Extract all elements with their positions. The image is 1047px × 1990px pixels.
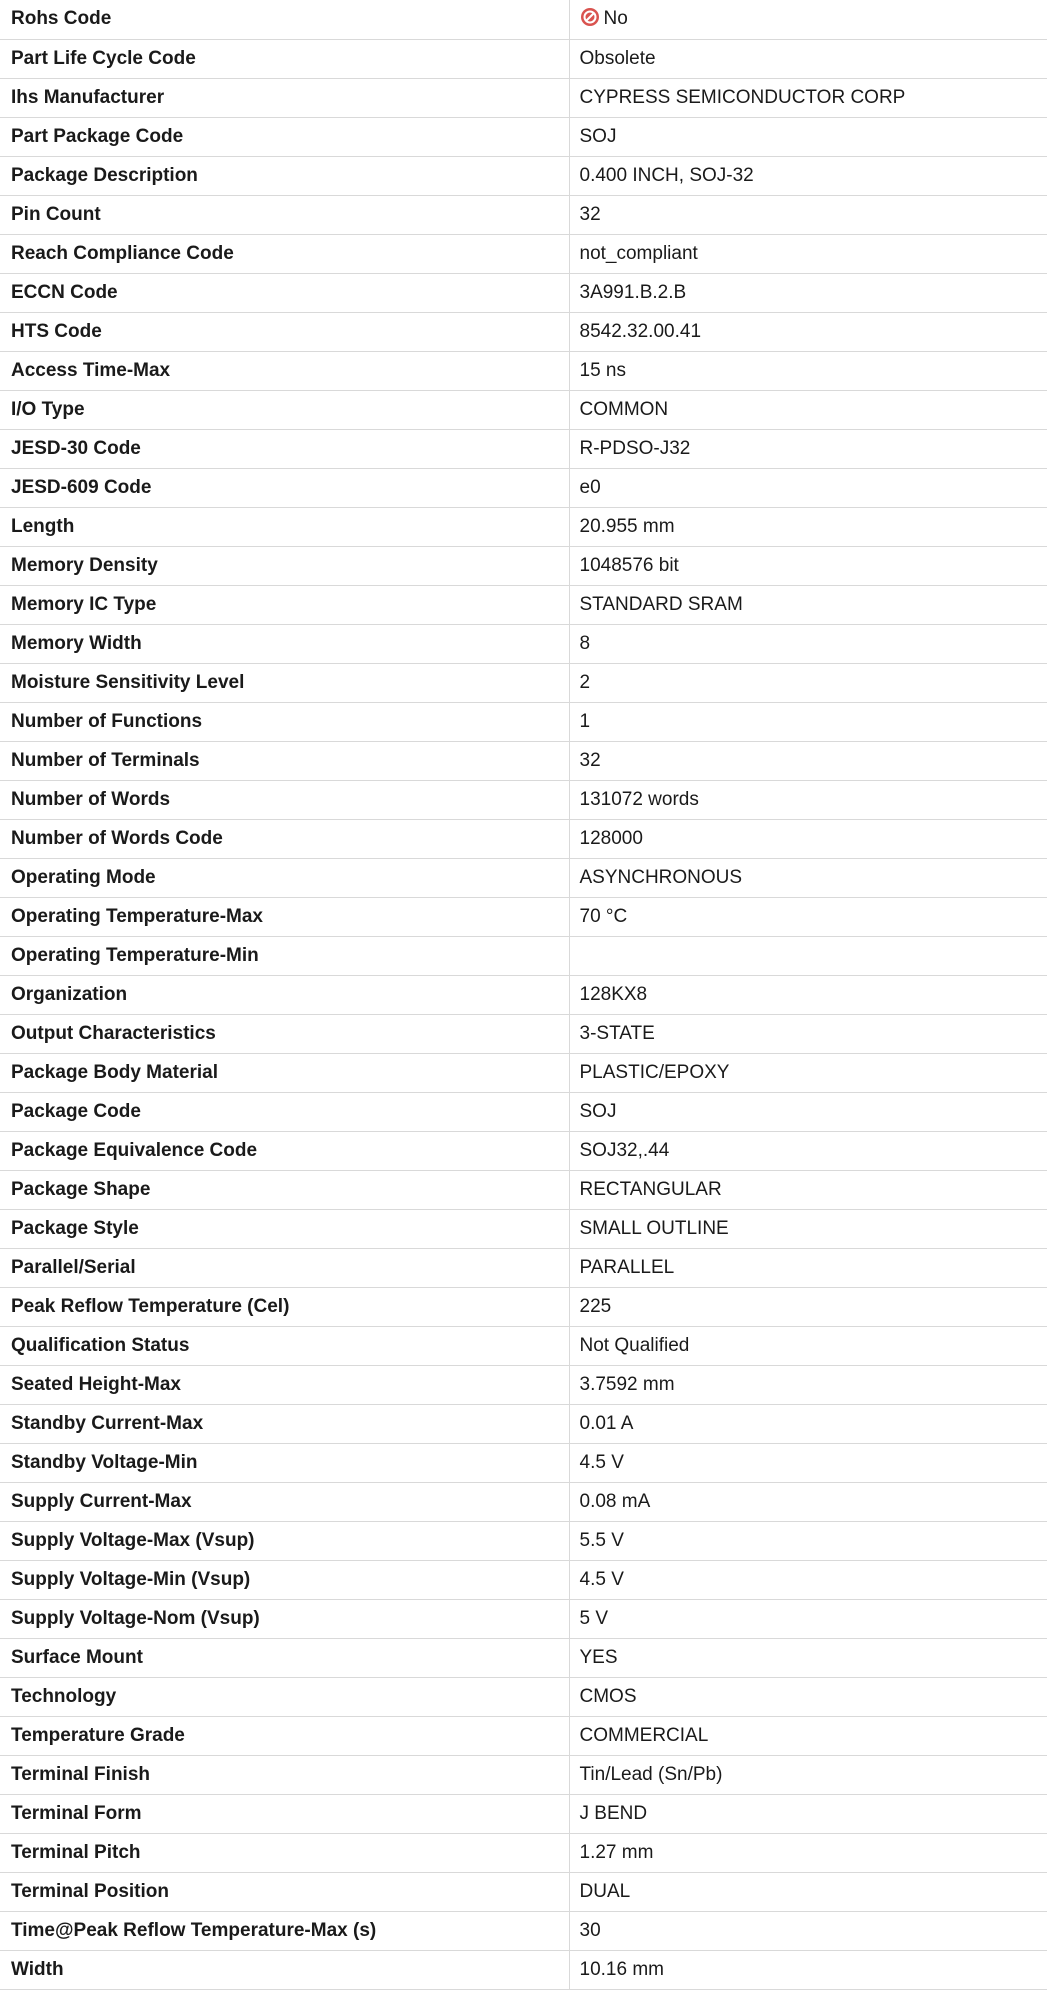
spec-row <box>0 975 1047 1014</box>
spec-value-cell <box>569 390 1047 429</box>
spec-value-cell <box>569 624 1047 663</box>
spec-label: Supply Voltage-Max (Vsup) <box>0 1521 569 1560</box>
spec-row <box>0 468 1047 507</box>
spec-row <box>0 78 1047 117</box>
spec-row <box>0 819 1047 858</box>
spec-label: JESD-30 Code <box>0 429 569 468</box>
spec-label: Surface Mount <box>0 1638 569 1677</box>
spec-value: not_compliant <box>579 242 698 264</box>
spec-value: 3.7592 mm <box>579 1373 675 1395</box>
spec-value: COMMERCIAL <box>579 1724 709 1746</box>
spec-value-cell <box>569 1911 1047 1950</box>
spec-value-cell <box>569 819 1047 858</box>
spec-value: No <box>603 8 628 30</box>
spec-label: Standby Current-Max <box>0 1404 569 1443</box>
spec-label: Organization <box>0 975 569 1014</box>
spec-row <box>0 312 1047 351</box>
spec-label: Part Package Code <box>0 117 569 156</box>
spec-row <box>0 1794 1047 1833</box>
spec-value: 0.01 A <box>579 1412 634 1434</box>
spec-label: Length <box>0 507 569 546</box>
spec-value: 3A991.B.2.B <box>579 281 687 303</box>
spec-label: HTS Code <box>0 312 569 351</box>
spec-row <box>0 1833 1047 1872</box>
spec-label: Time@Peak Reflow Temperature-Max (s) <box>0 1911 569 1950</box>
spec-row <box>0 0 1047 39</box>
spec-label: Operating Mode <box>0 858 569 897</box>
spec-label: ECCN Code <box>0 273 569 312</box>
spec-value-cell <box>569 975 1047 1014</box>
spec-row <box>0 195 1047 234</box>
spec-value-cell <box>569 0 1047 39</box>
spec-row <box>0 1872 1047 1911</box>
spec-row <box>0 624 1047 663</box>
spec-value: 4.5 V <box>579 1568 624 1590</box>
spec-row <box>0 1716 1047 1755</box>
spec-value: 1 <box>579 710 591 732</box>
spec-row <box>0 1248 1047 1287</box>
spec-value-cell <box>569 1482 1047 1521</box>
spec-value-cell <box>569 936 1047 975</box>
spec-row <box>0 858 1047 897</box>
spec-value-cell <box>569 1794 1047 1833</box>
spec-value-cell <box>569 780 1047 819</box>
spec-value: R-PDSO-J32 <box>579 437 691 459</box>
spec-value: CYPRESS SEMICONDUCTOR CORP <box>579 86 906 108</box>
spec-value: 5 V <box>579 1607 609 1629</box>
spec-value: 131072 words <box>579 788 699 810</box>
spec-label: Technology <box>0 1677 569 1716</box>
spec-label: Supply Current-Max <box>0 1482 569 1521</box>
spec-value-cell <box>569 1248 1047 1287</box>
spec-row <box>0 234 1047 273</box>
spec-label: Number of Terminals <box>0 741 569 780</box>
spec-value: RECTANGULAR <box>579 1178 722 1200</box>
spec-label: Qualification Status <box>0 1326 569 1365</box>
spec-value-cell <box>569 1443 1047 1482</box>
spec-label: Package Code <box>0 1092 569 1131</box>
spec-row <box>0 1638 1047 1677</box>
spec-value-cell <box>569 546 1047 585</box>
spec-value-cell <box>569 1599 1047 1638</box>
spec-value-cell <box>569 1716 1047 1755</box>
spec-value-cell <box>569 1326 1047 1365</box>
spec-value: 0.08 mA <box>579 1490 651 1512</box>
spec-label: Memory IC Type <box>0 585 569 624</box>
spec-value-cell <box>569 39 1047 78</box>
spec-value-cell <box>569 312 1047 351</box>
spec-label: Package Body Material <box>0 1053 569 1092</box>
spec-row <box>0 1092 1047 1131</box>
spec-row <box>0 1521 1047 1560</box>
spec-row <box>0 702 1047 741</box>
spec-row <box>0 1365 1047 1404</box>
spec-value: 30 <box>579 1919 601 1941</box>
spec-row <box>0 1677 1047 1716</box>
spec-row <box>0 1482 1047 1521</box>
spec-value: Obsolete <box>579 47 656 69</box>
spec-value-cell <box>569 1053 1047 1092</box>
spec-value: 128KX8 <box>579 983 648 1005</box>
spec-value: 2 <box>579 671 591 693</box>
spec-label: Part Life Cycle Code <box>0 39 569 78</box>
spec-row <box>0 1053 1047 1092</box>
spec-label: Supply Voltage-Min (Vsup) <box>0 1560 569 1599</box>
spec-label: I/O Type <box>0 390 569 429</box>
spec-value: J BEND <box>579 1802 648 1824</box>
spec-label: Pin Count <box>0 195 569 234</box>
spec-row <box>0 39 1047 78</box>
spec-value: COMMON <box>579 398 669 420</box>
spec-row <box>0 1599 1047 1638</box>
spec-value-cell <box>569 1677 1047 1716</box>
spec-label: Parallel/Serial <box>0 1248 569 1287</box>
spec-value: 1048576 bit <box>579 554 679 576</box>
spec-value: SMALL OUTLINE <box>579 1217 729 1239</box>
spec-value: 70 °C <box>579 905 628 927</box>
spec-value-cell <box>569 1560 1047 1599</box>
spec-row <box>0 897 1047 936</box>
spec-value-cell <box>569 1365 1047 1404</box>
spec-label: Package Style <box>0 1209 569 1248</box>
spec-row <box>0 1404 1047 1443</box>
spec-value: 225 <box>579 1295 612 1317</box>
spec-label: Peak Reflow Temperature (Cel) <box>0 1287 569 1326</box>
spec-value-cell <box>569 507 1047 546</box>
spec-value: 128000 <box>579 827 643 849</box>
spec-label: Package Equivalence Code <box>0 1131 569 1170</box>
spec-value-cell <box>569 1287 1047 1326</box>
spec-label: Seated Height-Max <box>0 1365 569 1404</box>
spec-value-cell <box>569 663 1047 702</box>
spec-value: STANDARD SRAM <box>579 593 743 615</box>
spec-row <box>0 780 1047 819</box>
spec-value: 1.27 mm <box>579 1841 654 1863</box>
spec-value-cell <box>569 1950 1047 1989</box>
spec-value-cell <box>569 1209 1047 1248</box>
spec-label: Package Description <box>0 156 569 195</box>
spec-value: 20.955 mm <box>579 515 675 537</box>
spec-value: Tin/Lead (Sn/Pb) <box>579 1763 723 1785</box>
spec-value: SOJ32,.44 <box>579 1139 670 1161</box>
spec-value-cell <box>569 273 1047 312</box>
spec-label: Rohs Code <box>0 0 569 39</box>
spec-value: ASYNCHRONOUS <box>579 866 743 888</box>
spec-value-cell <box>569 1170 1047 1209</box>
spec-row <box>0 1560 1047 1599</box>
spec-value: PLASTIC/EPOXY <box>579 1061 730 1083</box>
spec-value-cell <box>569 1131 1047 1170</box>
spec-value-cell <box>569 468 1047 507</box>
spec-value-cell <box>569 702 1047 741</box>
spec-label: Width <box>0 1950 569 1989</box>
spec-value: e0 <box>579 476 601 498</box>
spec-label: Terminal Position <box>0 1872 569 1911</box>
spec-value: 3-STATE <box>579 1022 655 1044</box>
spec-label: Memory Width <box>0 624 569 663</box>
spec-row <box>0 351 1047 390</box>
spec-value: Not Qualified <box>579 1334 690 1356</box>
spec-value: 8542.32.00.41 <box>579 320 702 342</box>
spec-row <box>0 1950 1047 1989</box>
spec-row <box>0 1755 1047 1794</box>
spec-row <box>0 1209 1047 1248</box>
spec-value: DUAL <box>579 1880 631 1902</box>
spec-value-cell <box>569 858 1047 897</box>
spec-value-cell <box>569 195 1047 234</box>
rohs-noncompliant-icon <box>580 3 600 23</box>
spec-value: 32 <box>579 749 601 771</box>
spec-row <box>0 156 1047 195</box>
spec-value: 10.16 mm <box>579 1958 664 1980</box>
spec-value-cell <box>569 78 1047 117</box>
spec-value-cell <box>569 585 1047 624</box>
spec-row <box>0 1014 1047 1053</box>
spec-row <box>0 663 1047 702</box>
spec-value: CMOS <box>579 1685 637 1707</box>
spec-value-cell <box>569 741 1047 780</box>
spec-label: Package Shape <box>0 1170 569 1209</box>
spec-row <box>0 546 1047 585</box>
spec-row <box>0 117 1047 156</box>
spec-label: Temperature Grade <box>0 1716 569 1755</box>
spec-value: SOJ <box>579 125 617 147</box>
spec-label: Supply Voltage-Nom (Vsup) <box>0 1599 569 1638</box>
spec-value-cell <box>569 351 1047 390</box>
spec-label: Operating Temperature-Min <box>0 936 569 975</box>
spec-value: 32 <box>579 203 601 225</box>
spec-label: Terminal Form <box>0 1794 569 1833</box>
spec-value-cell <box>569 429 1047 468</box>
spec-row <box>0 1131 1047 1170</box>
spec-value-cell <box>569 1404 1047 1443</box>
spec-value-cell <box>569 234 1047 273</box>
spec-value-cell <box>569 1521 1047 1560</box>
spec-label: JESD-609 Code <box>0 468 569 507</box>
spec-label: Reach Compliance Code <box>0 234 569 273</box>
spec-label: Number of Functions <box>0 702 569 741</box>
spec-value-cell <box>569 1092 1047 1131</box>
spec-row <box>0 429 1047 468</box>
spec-label: Memory Density <box>0 546 569 585</box>
spec-value-cell <box>569 1014 1047 1053</box>
spec-value-cell <box>569 1755 1047 1794</box>
spec-label: Terminal Finish <box>0 1755 569 1794</box>
spec-label: Access Time-Max <box>0 351 569 390</box>
spec-row <box>0 273 1047 312</box>
spec-value-cell <box>569 156 1047 195</box>
spec-row <box>0 741 1047 780</box>
spec-value-cell <box>569 117 1047 156</box>
spec-value: 0.400 INCH, SOJ-32 <box>579 164 754 186</box>
spec-label: Number of Words Code <box>0 819 569 858</box>
spec-value-cell <box>569 1833 1047 1872</box>
spec-label: Standby Voltage-Min <box>0 1443 569 1482</box>
spec-row <box>0 1170 1047 1209</box>
spec-value-cell <box>569 897 1047 936</box>
spec-value: 4.5 V <box>579 1451 624 1473</box>
spec-label: Number of Words <box>0 780 569 819</box>
spec-row <box>0 1911 1047 1950</box>
spec-value-cell <box>569 1638 1047 1677</box>
spec-label: Moisture Sensitivity Level <box>0 663 569 702</box>
spec-value: 5.5 V <box>579 1529 624 1551</box>
spec-value: PARALLEL <box>579 1256 675 1278</box>
spec-value: YES <box>579 1646 618 1668</box>
spec-row <box>0 390 1047 429</box>
spec-row <box>0 585 1047 624</box>
spec-row <box>0 1443 1047 1482</box>
spec-value: 8 <box>579 632 591 654</box>
spec-value: 15 ns <box>579 359 626 381</box>
spec-value: SOJ <box>579 1100 617 1122</box>
spec-row <box>0 936 1047 975</box>
spec-label: Output Characteristics <box>0 1014 569 1053</box>
spec-label: Operating Temperature-Max <box>0 897 569 936</box>
spec-row <box>0 1287 1047 1326</box>
spec-row <box>0 507 1047 546</box>
spec-label: Terminal Pitch <box>0 1833 569 1872</box>
spec-label: Ihs Manufacturer <box>0 78 569 117</box>
spec-value-cell <box>569 1872 1047 1911</box>
spec-row <box>0 1326 1047 1365</box>
